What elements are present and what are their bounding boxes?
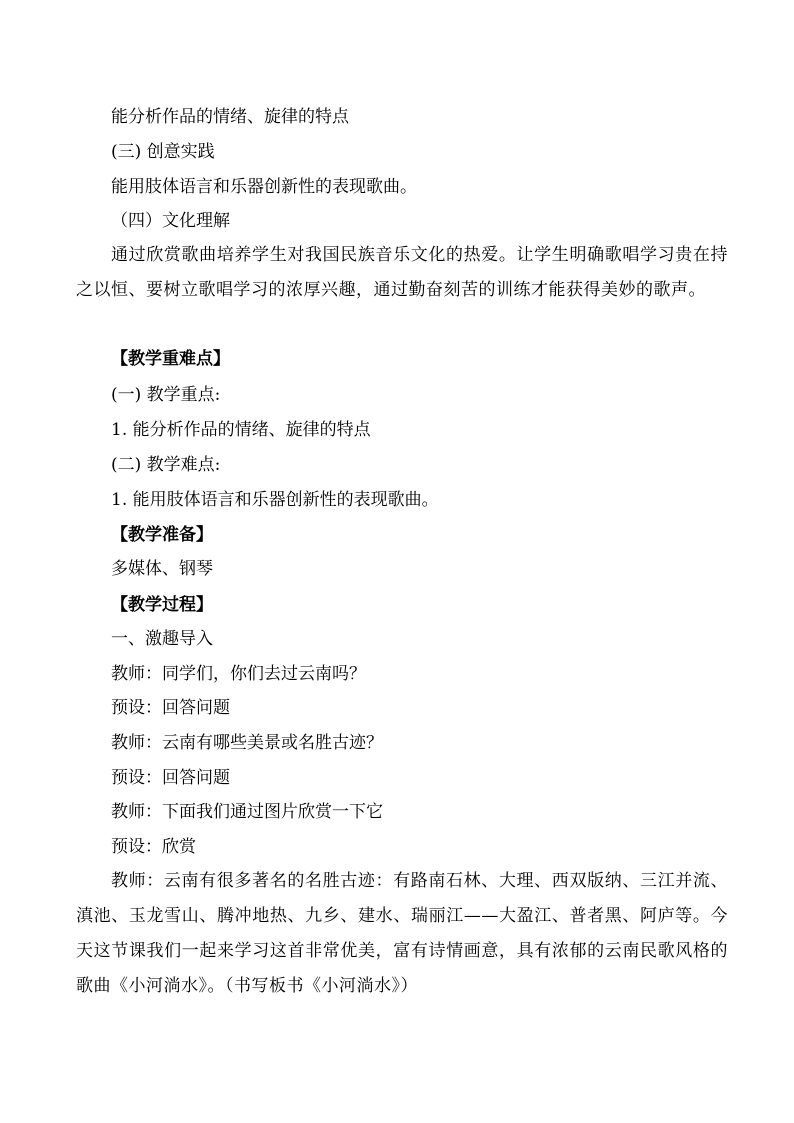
section-subheading: （四）文化理解 [111, 211, 230, 231]
text-line: 1. 能用肢体语言和乐器创新性的表现歌曲。 [111, 490, 439, 510]
text-line: 多媒体、钢琴 [111, 559, 213, 579]
dialogue-line: 教师：云南有哪些美景或名胜古迹？ [111, 733, 383, 753]
heading-preparation: 【教学准备】 [111, 525, 213, 545]
section-subheading: (二) 教学难点: [111, 455, 221, 475]
dialogue-line: 预设：回答问题 [111, 768, 230, 788]
dialogue-line: 预设：回答问题 [111, 698, 230, 718]
text-line: 能分析作品的情绪、旋律的特点 [111, 107, 349, 127]
text-line: 能用肢体语言和乐器创新性的表现歌曲。 [111, 177, 417, 197]
heading-process: 【教学过程】 [111, 595, 213, 615]
paragraph-intro: 教师：云南有很多著名的名胜古迹：有路南石林、大理、西双版纳、三江并流、滇池、玉龙雪山、腾冲地热、九乡、建水、瑞丽江——大盈江、普者黑、阿庐等。今天这节课我们一起来学习这首非常优美，富有诗情画意，具有浓郁的云南民歌风格的歌曲《小河淌水》。（书写板书《小河淌水》） [76, 871, 728, 996]
text-line: 1. 能分析作品的情绪、旋律的特点 [111, 420, 371, 440]
section-subheading: (一) 教学重点: [111, 385, 221, 405]
heading-key-points: 【教学重难点】 [111, 349, 230, 369]
paragraph-culture: 通过欣赏歌曲培养学生对我国民族音乐文化的热爱。让学生明确歌唱学习贵在持之以恒、要树立歌唱学习的浓厚兴趣，通过勤奋刻苦的训练才能获得美妙的歌声。 [76, 245, 728, 300]
dialogue-line: 教师：同学们，你们去过云南吗？ [111, 664, 366, 684]
section-subheading: (三) 创意实践 [111, 142, 215, 162]
section-subheading: 一、激趣导入 [111, 629, 213, 649]
dialogue-line: 教师：下面我们通过图片欣赏一下它 [111, 802, 383, 822]
dialogue-line: 预设：欣赏 [111, 837, 196, 857]
